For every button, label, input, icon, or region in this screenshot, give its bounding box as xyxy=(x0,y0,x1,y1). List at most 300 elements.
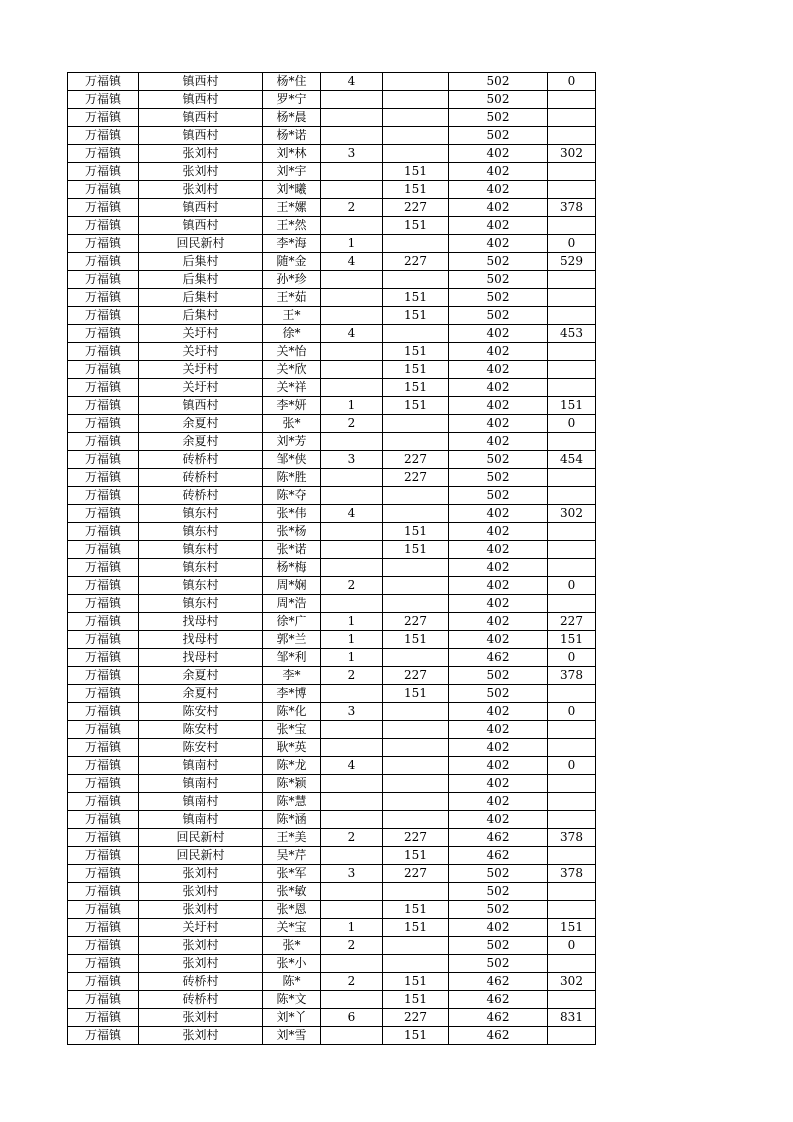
amount-b-cell: 402 xyxy=(449,793,548,811)
town-cell: 万福镇 xyxy=(68,541,139,559)
amount-a-cell xyxy=(383,235,449,253)
village-cell: 关圩村 xyxy=(139,325,263,343)
total-cell xyxy=(548,991,596,1009)
amount-b-cell: 502 xyxy=(449,271,548,289)
household-size-cell xyxy=(321,487,383,505)
village-cell: 砖桥村 xyxy=(139,451,263,469)
village-cell: 找母村 xyxy=(139,613,263,631)
household-size-cell: 4 xyxy=(321,325,383,343)
total-cell: 453 xyxy=(548,325,596,343)
name-cell: 陈*文 xyxy=(263,991,321,1009)
amount-b-cell: 402 xyxy=(449,613,548,631)
total-cell xyxy=(548,217,596,235)
amount-b-cell: 462 xyxy=(449,829,548,847)
name-cell: 陈*慧 xyxy=(263,793,321,811)
name-cell: 刘*芳 xyxy=(263,433,321,451)
name-cell: 张* xyxy=(263,415,321,433)
total-cell xyxy=(548,181,596,199)
name-cell: 杨*晨 xyxy=(263,109,321,127)
village-cell: 余夏村 xyxy=(139,433,263,451)
total-cell xyxy=(548,163,596,181)
amount-a-cell xyxy=(383,91,449,109)
amount-a-cell xyxy=(383,559,449,577)
household-size-cell: 1 xyxy=(321,919,383,937)
total-cell: 0 xyxy=(548,757,596,775)
table-row xyxy=(68,163,596,181)
name-cell: 张*敏 xyxy=(263,883,321,901)
town-cell: 万福镇 xyxy=(68,91,139,109)
town-cell: 万福镇 xyxy=(68,937,139,955)
table-row xyxy=(68,379,596,397)
town-cell: 万福镇 xyxy=(68,775,139,793)
amount-a-cell: 151 xyxy=(383,307,449,325)
name-cell: 王*嫘 xyxy=(263,199,321,217)
total-cell: 831 xyxy=(548,1009,596,1027)
total-cell: 302 xyxy=(548,505,596,523)
total-cell xyxy=(548,433,596,451)
amount-a-cell: 151 xyxy=(383,631,449,649)
name-cell: 张* xyxy=(263,937,321,955)
name-cell: 刘*曦 xyxy=(263,181,321,199)
amount-b-cell: 402 xyxy=(449,811,548,829)
total-cell xyxy=(548,901,596,919)
table-row xyxy=(68,775,596,793)
amount-b-cell: 502 xyxy=(449,451,548,469)
name-cell: 刘*雪 xyxy=(263,1027,321,1045)
table-row xyxy=(68,739,596,757)
total-cell: 302 xyxy=(548,973,596,991)
household-size-cell: 2 xyxy=(321,667,383,685)
village-cell: 镇西村 xyxy=(139,217,263,235)
town-cell: 万福镇 xyxy=(68,163,139,181)
town-cell: 万福镇 xyxy=(68,901,139,919)
household-size-cell xyxy=(321,523,383,541)
household-size-cell xyxy=(321,91,383,109)
table-row xyxy=(68,757,596,775)
amount-a-cell xyxy=(383,757,449,775)
amount-a-cell xyxy=(383,505,449,523)
amount-b-cell: 462 xyxy=(449,1009,548,1027)
name-cell: 徐* xyxy=(263,325,321,343)
village-cell: 张刘村 xyxy=(139,1027,263,1045)
amount-b-cell: 402 xyxy=(449,577,548,595)
total-cell: 378 xyxy=(548,667,596,685)
name-cell: 张*诺 xyxy=(263,541,321,559)
table-row xyxy=(68,703,596,721)
total-cell xyxy=(548,685,596,703)
village-cell: 找母村 xyxy=(139,631,263,649)
amount-b-cell: 502 xyxy=(449,955,548,973)
amount-b-cell: 462 xyxy=(449,649,548,667)
amount-b-cell: 502 xyxy=(449,865,548,883)
total-cell xyxy=(548,739,596,757)
total-cell xyxy=(548,559,596,577)
amount-a-cell xyxy=(383,649,449,667)
household-size-cell: 1 xyxy=(321,649,383,667)
household-size-cell xyxy=(321,991,383,1009)
name-cell: 陈*涵 xyxy=(263,811,321,829)
amount-b-cell: 402 xyxy=(449,595,548,613)
amount-b-cell: 502 xyxy=(449,127,548,145)
town-cell: 万福镇 xyxy=(68,793,139,811)
town-cell: 万福镇 xyxy=(68,415,139,433)
amount-a-cell xyxy=(383,793,449,811)
amount-a-cell xyxy=(383,775,449,793)
amount-b-cell: 502 xyxy=(449,109,548,127)
name-cell: 陈*化 xyxy=(263,703,321,721)
village-cell: 后集村 xyxy=(139,307,263,325)
total-cell: 0 xyxy=(548,415,596,433)
town-cell: 万福镇 xyxy=(68,757,139,775)
town-cell: 万福镇 xyxy=(68,487,139,505)
table-row xyxy=(68,649,596,667)
table-row xyxy=(68,415,596,433)
name-cell: 张*军 xyxy=(263,865,321,883)
total-cell xyxy=(548,361,596,379)
amount-b-cell: 402 xyxy=(449,703,548,721)
amount-a-cell xyxy=(383,325,449,343)
amount-b-cell: 402 xyxy=(449,163,548,181)
town-cell: 万福镇 xyxy=(68,883,139,901)
amount-b-cell: 402 xyxy=(449,559,548,577)
village-cell: 关圩村 xyxy=(139,919,263,937)
name-cell: 王* xyxy=(263,307,321,325)
amount-b-cell: 502 xyxy=(449,901,548,919)
name-cell: 邹*利 xyxy=(263,649,321,667)
village-cell: 镇南村 xyxy=(139,793,263,811)
name-cell: 陈*夺 xyxy=(263,487,321,505)
name-cell: 罗*宁 xyxy=(263,91,321,109)
amount-a-cell: 151 xyxy=(383,991,449,1009)
total-cell xyxy=(548,847,596,865)
amount-a-cell xyxy=(383,73,449,91)
amount-a-cell: 151 xyxy=(383,523,449,541)
amount-b-cell: 502 xyxy=(449,685,548,703)
village-cell: 镇东村 xyxy=(139,541,263,559)
household-size-cell xyxy=(321,127,383,145)
name-cell: 杨*住 xyxy=(263,73,321,91)
town-cell: 万福镇 xyxy=(68,811,139,829)
town-cell: 万福镇 xyxy=(68,739,139,757)
town-cell: 万福镇 xyxy=(68,397,139,415)
town-cell: 万福镇 xyxy=(68,469,139,487)
table-row xyxy=(68,73,596,91)
table-row xyxy=(68,541,596,559)
total-cell: 302 xyxy=(548,145,596,163)
total-cell xyxy=(548,91,596,109)
amount-b-cell: 402 xyxy=(449,739,548,757)
town-cell: 万福镇 xyxy=(68,703,139,721)
household-size-cell: 2 xyxy=(321,577,383,595)
table-row xyxy=(68,145,596,163)
amount-a-cell xyxy=(383,955,449,973)
amount-b-cell: 462 xyxy=(449,847,548,865)
amount-a-cell: 151 xyxy=(383,919,449,937)
amount-a-cell xyxy=(383,145,449,163)
name-cell: 张*宝 xyxy=(263,721,321,739)
total-cell: 454 xyxy=(548,451,596,469)
household-size-cell: 2 xyxy=(321,973,383,991)
table-row xyxy=(68,829,596,847)
amount-b-cell: 402 xyxy=(449,325,548,343)
village-cell: 关圩村 xyxy=(139,361,263,379)
village-cell: 张刘村 xyxy=(139,865,263,883)
household-size-cell xyxy=(321,883,383,901)
town-cell: 万福镇 xyxy=(68,523,139,541)
amount-b-cell: 402 xyxy=(449,505,548,523)
household-size-cell xyxy=(321,361,383,379)
town-cell: 万福镇 xyxy=(68,577,139,595)
town-cell: 万福镇 xyxy=(68,865,139,883)
village-cell: 陈安村 xyxy=(139,703,263,721)
household-size-cell: 1 xyxy=(321,631,383,649)
household-size-cell xyxy=(321,1027,383,1045)
town-cell: 万福镇 xyxy=(68,973,139,991)
table-row xyxy=(68,469,596,487)
amount-b-cell: 402 xyxy=(449,145,548,163)
name-cell: 周*娴 xyxy=(263,577,321,595)
amount-b-cell: 402 xyxy=(449,217,548,235)
amount-a-cell xyxy=(383,487,449,505)
village-cell: 余夏村 xyxy=(139,667,263,685)
amount-a-cell xyxy=(383,811,449,829)
table-row xyxy=(68,253,596,271)
total-cell: 151 xyxy=(548,397,596,415)
total-cell xyxy=(548,883,596,901)
household-size-cell xyxy=(321,109,383,127)
amount-a-cell: 227 xyxy=(383,1009,449,1027)
town-cell: 万福镇 xyxy=(68,955,139,973)
village-cell: 镇东村 xyxy=(139,505,263,523)
name-cell: 关*宝 xyxy=(263,919,321,937)
town-cell: 万福镇 xyxy=(68,451,139,469)
total-cell xyxy=(548,721,596,739)
amount-a-cell: 151 xyxy=(383,1027,449,1045)
amount-b-cell: 402 xyxy=(449,181,548,199)
town-cell: 万福镇 xyxy=(68,145,139,163)
town-cell: 万福镇 xyxy=(68,253,139,271)
total-cell: 529 xyxy=(548,253,596,271)
table-row xyxy=(68,523,596,541)
total-cell xyxy=(548,595,596,613)
total-cell: 378 xyxy=(548,829,596,847)
household-size-cell xyxy=(321,469,383,487)
town-cell: 万福镇 xyxy=(68,505,139,523)
household-size-cell: 1 xyxy=(321,235,383,253)
town-cell: 万福镇 xyxy=(68,343,139,361)
total-cell xyxy=(548,307,596,325)
table-row xyxy=(68,181,596,199)
town-cell: 万福镇 xyxy=(68,109,139,127)
village-cell: 镇西村 xyxy=(139,127,263,145)
total-cell xyxy=(548,109,596,127)
total-cell xyxy=(548,793,596,811)
town-cell: 万福镇 xyxy=(68,217,139,235)
table-row xyxy=(68,667,596,685)
amount-b-cell: 402 xyxy=(449,757,548,775)
village-cell: 回民新村 xyxy=(139,235,263,253)
amount-a-cell: 151 xyxy=(383,379,449,397)
amount-b-cell: 502 xyxy=(449,253,548,271)
amount-b-cell: 502 xyxy=(449,883,548,901)
table-row xyxy=(68,325,596,343)
amount-b-cell: 402 xyxy=(449,415,548,433)
table-row xyxy=(68,793,596,811)
total-cell xyxy=(548,271,596,289)
table-row xyxy=(68,559,596,577)
table-row xyxy=(68,1027,596,1045)
town-cell: 万福镇 xyxy=(68,361,139,379)
total-cell: 378 xyxy=(548,199,596,217)
household-size-cell xyxy=(321,289,383,307)
data-table xyxy=(67,72,596,1045)
name-cell: 刘*宇 xyxy=(263,163,321,181)
name-cell: 邹*侠 xyxy=(263,451,321,469)
amount-a-cell: 227 xyxy=(383,451,449,469)
total-cell xyxy=(548,541,596,559)
name-cell: 周*浩 xyxy=(263,595,321,613)
table-row xyxy=(68,919,596,937)
amount-b-cell: 502 xyxy=(449,469,548,487)
table-row xyxy=(68,685,596,703)
amount-b-cell: 402 xyxy=(449,361,548,379)
village-cell: 张刘村 xyxy=(139,163,263,181)
table-row xyxy=(68,883,596,901)
name-cell: 郭*兰 xyxy=(263,631,321,649)
town-cell: 万福镇 xyxy=(68,595,139,613)
town-cell: 万福镇 xyxy=(68,307,139,325)
village-cell: 后集村 xyxy=(139,253,263,271)
village-cell: 镇西村 xyxy=(139,91,263,109)
household-size-cell xyxy=(321,541,383,559)
household-size-cell: 2 xyxy=(321,937,383,955)
household-size-cell xyxy=(321,307,383,325)
household-size-cell xyxy=(321,955,383,973)
amount-a-cell: 151 xyxy=(383,541,449,559)
household-size-cell: 4 xyxy=(321,757,383,775)
name-cell: 王*然 xyxy=(263,217,321,235)
amount-b-cell: 402 xyxy=(449,721,548,739)
table-row xyxy=(68,127,596,145)
table-row xyxy=(68,505,596,523)
amount-a-cell xyxy=(383,721,449,739)
table-row xyxy=(68,361,596,379)
household-size-cell xyxy=(321,739,383,757)
table-row xyxy=(68,271,596,289)
name-cell: 张*小 xyxy=(263,955,321,973)
amount-a-cell: 227 xyxy=(383,613,449,631)
village-cell: 张刘村 xyxy=(139,181,263,199)
total-cell: 0 xyxy=(548,937,596,955)
household-size-cell xyxy=(321,685,383,703)
amount-b-cell: 402 xyxy=(449,775,548,793)
name-cell: 陈*颖 xyxy=(263,775,321,793)
table-row xyxy=(68,289,596,307)
amount-b-cell: 402 xyxy=(449,541,548,559)
total-cell xyxy=(548,469,596,487)
table-row xyxy=(68,955,596,973)
name-cell: 徐*广 xyxy=(263,613,321,631)
household-size-cell: 2 xyxy=(321,199,383,217)
household-size-cell xyxy=(321,775,383,793)
town-cell: 万福镇 xyxy=(68,1027,139,1045)
village-cell: 后集村 xyxy=(139,271,263,289)
amount-a-cell xyxy=(383,577,449,595)
amount-b-cell: 402 xyxy=(449,631,548,649)
table-row xyxy=(68,451,596,469)
amount-a-cell xyxy=(383,595,449,613)
table-row xyxy=(68,937,596,955)
town-cell: 万福镇 xyxy=(68,271,139,289)
household-size-cell xyxy=(321,901,383,919)
total-cell: 0 xyxy=(548,703,596,721)
total-cell: 0 xyxy=(548,73,596,91)
household-size-cell: 3 xyxy=(321,703,383,721)
town-cell: 万福镇 xyxy=(68,649,139,667)
total-cell: 0 xyxy=(548,235,596,253)
total-cell xyxy=(548,775,596,793)
total-cell: 151 xyxy=(548,919,596,937)
town-cell: 万福镇 xyxy=(68,559,139,577)
village-cell: 张刘村 xyxy=(139,883,263,901)
name-cell: 耿*英 xyxy=(263,739,321,757)
household-size-cell xyxy=(321,721,383,739)
name-cell: 张*杨 xyxy=(263,523,321,541)
town-cell: 万福镇 xyxy=(68,631,139,649)
village-cell: 后集村 xyxy=(139,289,263,307)
household-size-cell xyxy=(321,433,383,451)
village-cell: 张刘村 xyxy=(139,955,263,973)
town-cell: 万福镇 xyxy=(68,181,139,199)
town-cell: 万福镇 xyxy=(68,721,139,739)
village-cell: 余夏村 xyxy=(139,415,263,433)
village-cell: 砖桥村 xyxy=(139,469,263,487)
household-size-cell: 4 xyxy=(321,253,383,271)
table-row xyxy=(68,847,596,865)
household-size-cell: 2 xyxy=(321,415,383,433)
amount-a-cell: 151 xyxy=(383,181,449,199)
amount-a-cell xyxy=(383,271,449,289)
household-size-cell: 1 xyxy=(321,613,383,631)
village-cell: 关圩村 xyxy=(139,379,263,397)
table-row xyxy=(68,631,596,649)
amount-a-cell: 227 xyxy=(383,469,449,487)
amount-b-cell: 462 xyxy=(449,973,548,991)
amount-b-cell: 462 xyxy=(449,991,548,1009)
household-size-cell: 3 xyxy=(321,865,383,883)
table-row xyxy=(68,973,596,991)
village-cell: 镇东村 xyxy=(139,523,263,541)
amount-a-cell xyxy=(383,415,449,433)
village-cell: 镇西村 xyxy=(139,397,263,415)
village-cell: 张刘村 xyxy=(139,1009,263,1027)
name-cell: 李*妍 xyxy=(263,397,321,415)
amount-a-cell xyxy=(383,739,449,757)
household-size-cell xyxy=(321,343,383,361)
table-row xyxy=(68,433,596,451)
name-cell: 关*祥 xyxy=(263,379,321,397)
household-size-cell: 3 xyxy=(321,145,383,163)
name-cell: 杨*诺 xyxy=(263,127,321,145)
table-row xyxy=(68,217,596,235)
table-row xyxy=(68,397,596,415)
town-cell: 万福镇 xyxy=(68,991,139,1009)
name-cell: 关*怡 xyxy=(263,343,321,361)
total-cell: 0 xyxy=(548,577,596,595)
amount-b-cell: 502 xyxy=(449,487,548,505)
village-cell: 镇东村 xyxy=(139,595,263,613)
total-cell: 151 xyxy=(548,631,596,649)
